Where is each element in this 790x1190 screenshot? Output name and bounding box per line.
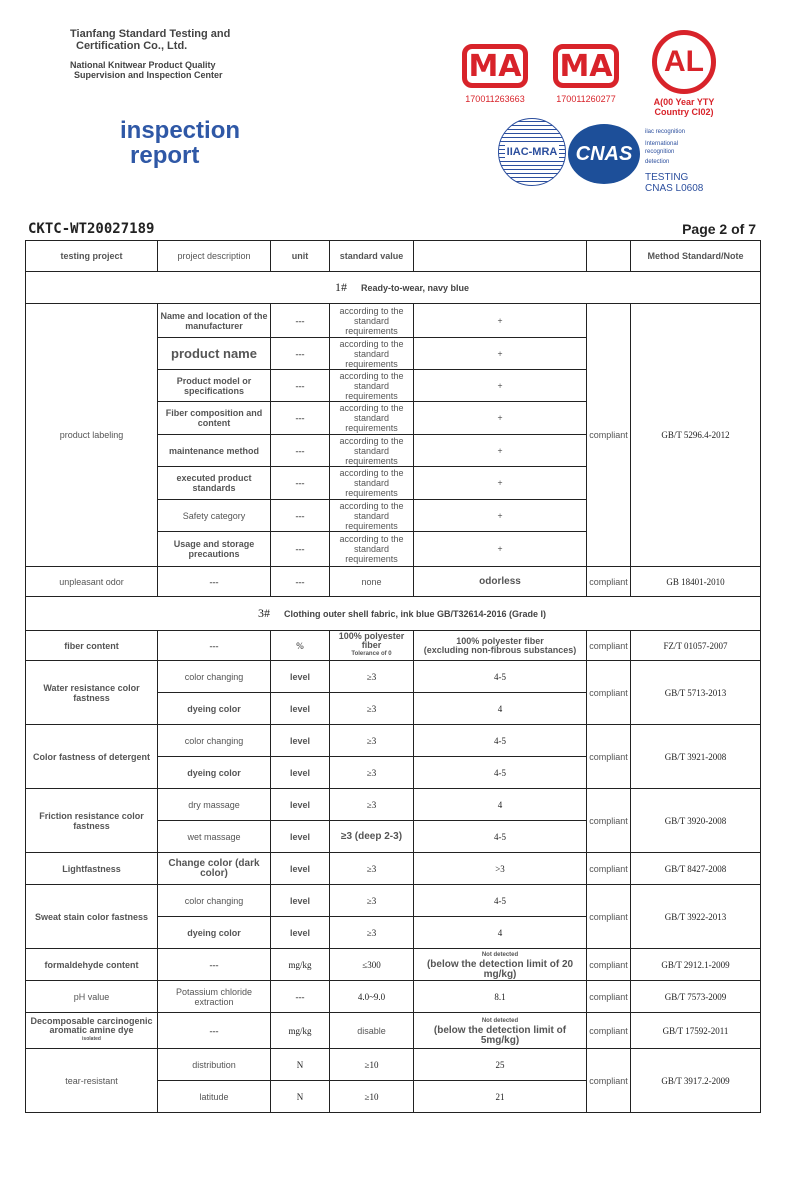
cal-mark: AL A(00 Year YTY Country CI02)	[652, 30, 726, 117]
table-row: Product model or specifications --- according to the standard requirements +	[26, 370, 761, 402]
table-row: latitude N ≥10 21	[26, 1081, 761, 1113]
labeling-verdict: compliant	[587, 304, 631, 567]
report-title: inspection report	[120, 117, 241, 169]
table-row: dyeing color level ≥3 4-5	[26, 757, 761, 789]
report-header	[0, 0, 790, 200]
table-row: Safety category --- according to the standard requirements +	[26, 500, 761, 532]
cal-logo: AL	[652, 30, 716, 94]
section-row	[26, 597, 761, 631]
table-row: dyeing color level ≥3 4	[26, 917, 761, 949]
section-3-title: 3# Clothing outer shell fabric, ink blue GB/T32614-2016 (Grade I)	[26, 597, 761, 631]
table-row: Water resistance color fastness color changing level ≥3 4-5 compliant GB/T 5713-2013	[26, 661, 761, 693]
cnas-mark	[568, 124, 640, 184]
table-row: Lightfastness Change color (dark color) level ≥3 >3 compliant GB/T 8427-2008	[26, 853, 761, 885]
table-row: Decomposable carcinogenic aromatic amine dye isolated --- mg/kg disable Not detected (below the detection limit of 5mg/kg) compliant GB/T 17592-2011	[26, 1013, 761, 1049]
table-header-row	[26, 241, 761, 272]
table-row: pH value Potassium chloride extraction --- 4.0~9.0 8.1 compliant GB/T 7573-2009	[26, 981, 761, 1013]
table-row: fiber content --- % 100% polyester fiber Tolerance of 0 100% polyester fiber (excluding non-fibrous substances) compliant FZ/T 01057-2007	[26, 631, 761, 661]
ma-mark-1: MA 170011263663	[462, 44, 528, 104]
cnas-info: ilac recognition International recognition detection TESTING CNAS L0608	[645, 129, 704, 194]
company-name: Tianfang Standard Testing and Certification Co., Ltd.	[70, 28, 231, 52]
header-method-standard: Method Standard/Note	[631, 241, 761, 272]
header-testing-project: testing project	[26, 241, 158, 272]
table-row: maintenance method --- according to the standard requirements +	[26, 435, 761, 467]
center-name: National Knitwear Product Quality Supervision and Inspection Center	[70, 60, 223, 80]
section-1-title: 1# Ready-to-wear, navy blue	[26, 272, 761, 304]
ilac-mra-mark	[498, 118, 566, 186]
ma-mark-2: MA 170011260277	[553, 44, 619, 104]
labeling-method: GB/T 5296.4-2012	[631, 304, 761, 567]
table-row: wet massage level ≥3 (deep 2-3) 4-5	[26, 821, 761, 853]
page-number: Page 2 of 7	[682, 221, 756, 237]
table-row: unpleasant odor --- --- none odorless compliant GB 18401-2010	[26, 567, 761, 597]
table-row: tear-resistant distribution N ≥10 25 compliant GB/T 3917.2-2009	[26, 1049, 761, 1081]
ma-logo: MA	[553, 44, 619, 88]
header-test-result	[414, 241, 587, 272]
report-number: CKTC-WT20027189	[28, 221, 155, 237]
cnas-logo: CNAS	[568, 124, 640, 184]
table-row: executed product standards --- according to the standard requirements +	[26, 467, 761, 500]
section-row	[26, 272, 761, 304]
table-row: Fiber composition and content --- according to the standard requirements +	[26, 402, 761, 435]
header-unit: unit	[271, 241, 330, 272]
table-row: Sweat stain color fastness color changing level ≥3 4-5 compliant GB/T 3922-2013	[26, 885, 761, 917]
ilac-logo: IIAC-MRA	[498, 118, 566, 186]
table-row: product name --- according to the standard requirements +	[26, 338, 761, 370]
table-row: Friction resistance color fastness dry massage level ≥3 4 compliant GB/T 3920-2008	[26, 789, 761, 821]
table-row: Color fastness of detergent color changing level ≥3 4-5 compliant GB/T 3921-2008	[26, 725, 761, 757]
header-standard-value: standard value	[330, 241, 414, 272]
header-project-description: project description	[158, 241, 271, 272]
inspection-table	[25, 240, 761, 1113]
header-single-item-verdict	[587, 241, 631, 272]
table-row: formaldehyde content --- mg/kg ≤300 Not detected (below the detection limit of 20 mg/kg) compliant GB/T 2912.1-2009	[26, 949, 761, 981]
labeling-group-name: product labeling	[26, 304, 158, 567]
ma-logo: MA	[462, 44, 528, 88]
table-row: product labeling Name and location of the manufacturer --- according to the standard requirements + compliant GB/T 5296.4-2012	[26, 304, 761, 338]
table-row: dyeing color level ≥3 4	[26, 693, 761, 725]
table-row: Usage and storage precautions --- according to the standard requirements +	[26, 532, 761, 567]
